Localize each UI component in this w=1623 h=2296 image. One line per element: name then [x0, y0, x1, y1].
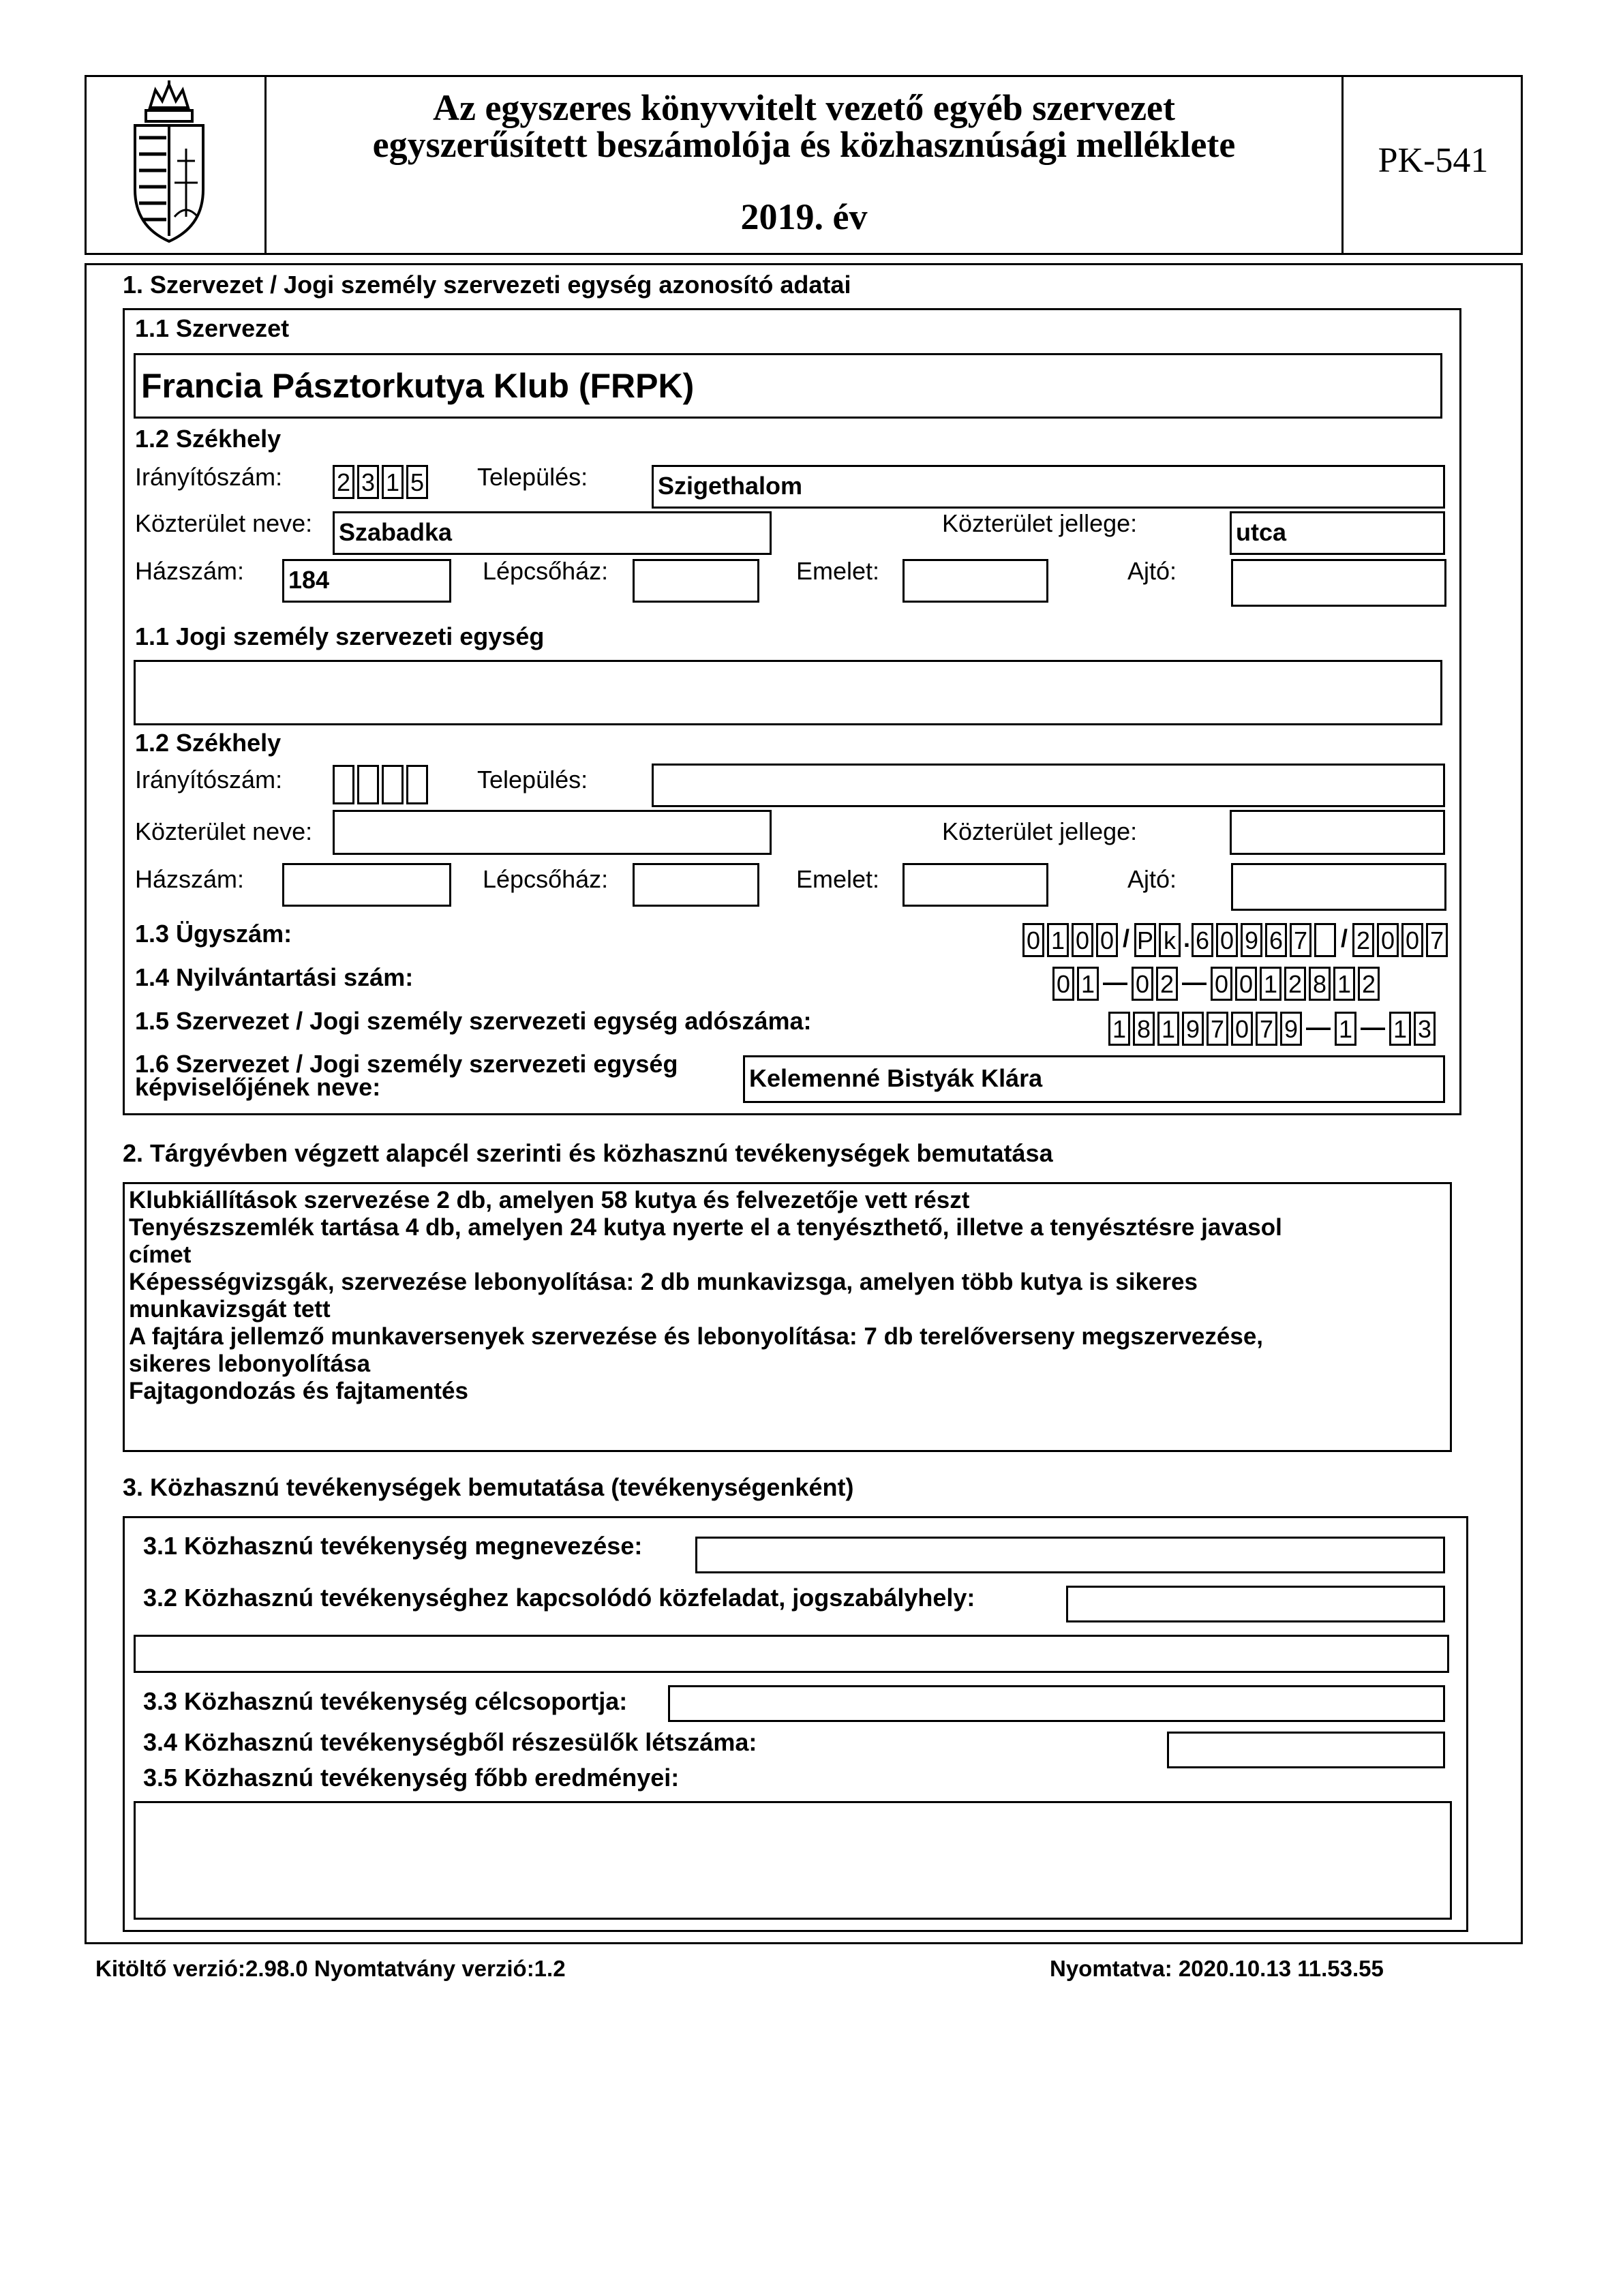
zip-digit-cell: 3 — [357, 465, 379, 499]
floor-label: Emelet: — [796, 557, 880, 585]
activities-textarea[interactable] — [123, 1182, 1452, 1452]
org-label: 1.1 Szervezet — [135, 314, 290, 342]
zip2-digit-cell — [382, 765, 404, 804]
tax-separator: — — [1359, 1012, 1386, 1046]
floor-field[interactable] — [902, 559, 1048, 603]
case-cell: 0 — [1096, 923, 1118, 957]
reg-cell: 1 — [1260, 967, 1281, 1001]
tax-cell: 7 — [1256, 1012, 1277, 1046]
form-title-line1: Az egyszeres könyvvitelt vezető egyéb szervezet — [432, 87, 1176, 128]
street-field[interactable]: Szabadka — [333, 511, 772, 555]
street-type2-field[interactable] — [1230, 810, 1445, 855]
reg-cell: 1 — [1077, 967, 1099, 1001]
registration-number-cells[interactable] — [1052, 967, 1382, 1001]
q35-label: 3.5 Közhasznú tevékenység főbb eredményei: — [143, 1764, 680, 1792]
street2-field[interactable] — [333, 810, 772, 855]
tax-cell: 1 — [1157, 1012, 1179, 1046]
street-label: Közterület neve: — [135, 509, 313, 537]
case-cell: 0 — [1377, 923, 1399, 957]
reg-cell: 0 — [1235, 967, 1257, 1001]
form-year: 2019. év — [740, 196, 868, 237]
house-number-label: Házszám: — [135, 557, 245, 585]
tax-cell: 9 — [1280, 1012, 1302, 1046]
case-separator: / — [1121, 923, 1132, 957]
org-name-value: Francia Pásztorkutya Klub (FRPK) — [141, 367, 695, 405]
city-field[interactable]: Szigethalom — [652, 465, 1445, 509]
activity-line: Klubkiállítások szervezése 2 db, amelyen 58 kutya és felvezetője vett részt — [129, 1187, 970, 1213]
representative-name-field[interactable]: Kelemenné Bistyák Klára — [743, 1055, 1445, 1103]
tax-separator: — — [1305, 1012, 1332, 1046]
zip-digit-cell: 1 — [382, 465, 404, 499]
case-cell: P — [1134, 923, 1156, 957]
case-cell: 1 — [1047, 923, 1069, 957]
zip2-label: Irányítószám: — [135, 766, 283, 794]
q34-field[interactable] — [1167, 1732, 1445, 1768]
case-cell: 9 — [1241, 923, 1262, 957]
case-cell: 0 — [1216, 923, 1238, 957]
stair-label: Lépcsőház: — [483, 557, 609, 585]
tax-cell: 9 — [1182, 1012, 1204, 1046]
footer-version: Kitöltő verzió:2.98.0 Nyomtatvány verzió:1.2 — [95, 1956, 566, 1981]
q32-field-short[interactable] — [1066, 1586, 1445, 1622]
city2-label: Település: — [477, 766, 588, 794]
activity-line: Tenyészszemlék tartása 4 db, amelyen 24 kutya nyerte el a tenyészthető, illetve a tenyésztésre javasol — [129, 1214, 1282, 1241]
street-type-field[interactable]: utca — [1230, 511, 1445, 555]
representative-label-line1: 1.6 Szervezet / Jogi személy szervezeti egység — [135, 1050, 678, 1078]
tax-cell: 0 — [1231, 1012, 1253, 1046]
case-cell: 6 — [1265, 923, 1287, 957]
door2-field[interactable] — [1231, 863, 1446, 911]
tax-cell: 3 — [1414, 1012, 1436, 1046]
case-cell: 0 — [1072, 923, 1093, 957]
form-code: PK-541 — [1378, 141, 1489, 180]
street-type-label: Közterület jellege: — [942, 509, 1138, 537]
city-label: Település: — [477, 463, 588, 491]
zip-digit-cell: 2 — [333, 465, 354, 499]
reg-cell: 2 — [1156, 967, 1178, 1001]
floor2-field[interactable] — [902, 863, 1048, 907]
street2-label: Közterület neve: — [135, 817, 313, 845]
q32-label: 3.2 Közhasznú tevékenységhez kapcsolódó közfeladat, jogszabályhely: — [143, 1584, 975, 1612]
legal-unit-label: 1.1 Jogi személy szervezeti egység — [135, 622, 545, 650]
city2-field[interactable] — [652, 764, 1445, 807]
stair2-field[interactable] — [633, 863, 759, 907]
reg-separator: — — [1181, 967, 1208, 1001]
activity-line: sikeres lebonyolítása — [129, 1350, 371, 1377]
house-number2-label: Házszám: — [135, 865, 245, 893]
q33-label: 3.3 Közhasznú tevékenység célcsoportja: — [143, 1687, 628, 1715]
section2-title: 2. Tárgyévben végzett alapcél szerinti és közhasznú tevékenységek bemutatása — [123, 1139, 1053, 1167]
house-number-field[interactable]: 184 — [282, 559, 451, 603]
door-label: Ajtó: — [1127, 557, 1177, 585]
reg-separator: — — [1102, 967, 1129, 1001]
seat2-label: 1.2 Székhely — [135, 729, 282, 757]
reg-cell: 0 — [1052, 967, 1074, 1001]
tax-cell: 1 — [1335, 1012, 1356, 1046]
case-separator: / — [1339, 923, 1350, 957]
tax-number-label: 1.5 Szervezet / Jogi személy szervezeti egység adószáma: — [135, 1007, 812, 1035]
activity-line: címet — [129, 1241, 192, 1268]
door-field[interactable] — [1231, 559, 1446, 607]
zip-digit-cell: 5 — [406, 465, 428, 499]
activity-line: munkavizsgát tett — [129, 1296, 331, 1323]
hungarian-coat-of-arms-icon — [123, 80, 215, 244]
case-cell: 7 — [1290, 923, 1311, 957]
stair-field[interactable] — [633, 559, 759, 603]
door2-label: Ajtó: — [1127, 865, 1177, 893]
representative-label-line2: képviselőjének neve: — [135, 1073, 381, 1101]
q33-field[interactable] — [668, 1685, 1445, 1722]
reg-cell: 2 — [1284, 967, 1306, 1001]
org-name-field[interactable] — [134, 353, 1442, 419]
case-separator: . — [1183, 923, 1189, 957]
case-cell: 0 — [1401, 923, 1423, 957]
activity-line: A fajtára jellemző munkaversenyek szervezése és lebonyolítása: 7 db terelőverseny megszervezése, — [129, 1323, 1264, 1350]
floor2-label: Emelet: — [796, 865, 880, 893]
zip-cells[interactable] — [333, 465, 431, 499]
q31-label: 3.1 Közhasznú tevékenység megnevezése: — [143, 1532, 643, 1560]
case-number-cells[interactable] — [1022, 923, 1451, 957]
registration-number-label: 1.4 Nyilvántartási szám: — [135, 963, 414, 991]
case-cell: 0 — [1022, 923, 1044, 957]
case-number-label: 1.3 Ügyszám: — [135, 920, 292, 948]
case-cell: 7 — [1426, 923, 1448, 957]
activity-line: Képességvizsgák, szervezése lebonyolítása: 2 db munkavizsga, amelyen több kutya is sikeres — [129, 1269, 1198, 1295]
footer-printed-timestamp: Nyomtatva: 2020.10.13 11.53.55 — [1050, 1956, 1384, 1981]
zip2-cells[interactable] — [333, 765, 431, 804]
tax-cell: 7 — [1207, 1012, 1228, 1046]
q31-field[interactable] — [695, 1537, 1445, 1573]
case-cell: k — [1159, 923, 1181, 957]
section3-title: 3. Közhasznú tevékenységek bemutatása (tevékenységenként) — [123, 1473, 854, 1501]
reg-cell: 1 — [1333, 967, 1355, 1001]
stair2-label: Lépcsőház: — [483, 865, 609, 893]
q34-label: 3.4 Közhasznú tevékenységből részesülők létszáma: — [143, 1728, 757, 1756]
form-title-line2: egyszerűsített beszámolója és közhasznúsági melléklete — [372, 124, 1236, 165]
reg-cell: 8 — [1309, 967, 1331, 1001]
reg-cell: 0 — [1132, 967, 1153, 1001]
section1-title: 1. Szervezet / Jogi személy szervezeti egység azonosító adatai — [123, 271, 851, 299]
tax-number-cells[interactable] — [1108, 1012, 1438, 1046]
case-cell — [1314, 923, 1336, 957]
q32-field-long[interactable] — [134, 1635, 1449, 1673]
zip2-digit-cell — [406, 765, 428, 804]
case-cell: 2 — [1352, 923, 1374, 957]
tax-cell: 1 — [1389, 1012, 1411, 1046]
house-number2-field[interactable] — [282, 863, 451, 907]
tax-cell: 1 — [1108, 1012, 1130, 1046]
seat-label: 1.2 Székhely — [135, 425, 282, 453]
q35-field[interactable] — [134, 1801, 1452, 1920]
tax-cell: 8 — [1133, 1012, 1155, 1046]
street-type2-label: Közterület jellege: — [942, 817, 1138, 845]
legal-unit-field[interactable] — [134, 660, 1442, 725]
reg-cell: 2 — [1358, 967, 1380, 1001]
case-cell: 6 — [1192, 923, 1213, 957]
activity-line: Fajtagondozás és fajtamentés — [129, 1378, 468, 1404]
zip2-digit-cell — [333, 765, 354, 804]
zip-label: Irányítószám: — [135, 463, 283, 491]
reg-cell: 0 — [1211, 967, 1232, 1001]
zip2-digit-cell — [357, 765, 379, 804]
